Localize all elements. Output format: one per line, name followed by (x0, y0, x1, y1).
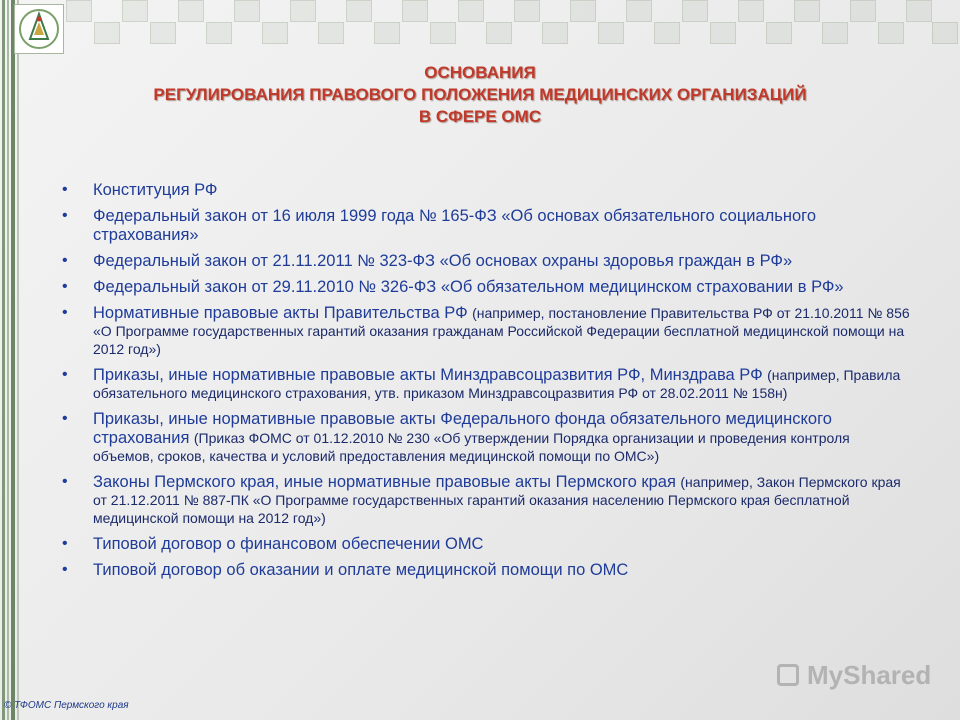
item-main-text: Типовой договор о финансовом обеспечении ОМС (93, 535, 484, 553)
item-note-text: (Приказ ФОМС от 01.12.2010 № 230 «Об утверждении Порядка организации и проведения контроля объемов, сроков, качества и условий предоставления медицинской помощи по ОМС») (93, 430, 850, 464)
bullet: • (62, 181, 68, 198)
list-item (60, 304, 910, 359)
list-item (60, 278, 910, 297)
bullet: • (62, 304, 68, 321)
watermark (777, 660, 932, 694)
header-pattern (66, 0, 960, 56)
list-item (60, 535, 910, 554)
bullet: • (62, 278, 68, 295)
title-line-2: РЕГУЛИРОВАНИЯ ПРАВОВОГО ПОЛОЖЕНИЯ МЕДИЦИНСКИХ ОРГАНИЗАЦИЙ (153, 85, 807, 104)
bullet: • (62, 252, 68, 269)
title-line-3: В СФЕРЕ ОМС (418, 107, 542, 126)
watermark-text: MyShared (807, 660, 932, 690)
item-main-text: Приказы, иные нормативные правовые акты Федерального фонда обязательного медицинского страхования (93, 410, 832, 447)
item-note-text: (например, Правила обязательного медицинского страхования, утв. приказом Минздравсоцразвития РФ от 28.02.2011 № 158н) (93, 367, 901, 401)
item-note-text: (например, постановление Правительства РФ от 21.10.2011 № 856 «О Программе государственных гарантий оказания гражданам Российской Федерации бесплатной медицинской помощи на 2012 год») (93, 305, 910, 357)
item-main-text: Федеральный закон от 29.11.2010 № 326-ФЗ «Об обязательном медицинском страховании в РФ» (93, 278, 844, 296)
list-item (60, 410, 910, 466)
list-item (60, 207, 910, 245)
bullet: • (62, 207, 68, 224)
item-main-text: Конституция РФ (93, 181, 218, 199)
list-item (60, 473, 910, 528)
bullet: • (62, 535, 68, 552)
list-item (60, 252, 910, 271)
watermark-icon (777, 664, 799, 686)
item-main-text: Приказы, иные нормативные правовые акты Минздравсоцразвития РФ, Минздрава РФ (93, 366, 763, 384)
organization-logo (14, 4, 64, 54)
item-main-text: Законы Пермского края, иные нормативные правовые акты Пермского края (93, 473, 676, 491)
bullet: • (62, 561, 68, 578)
bullet: • (62, 366, 68, 383)
bullet: • (62, 473, 68, 490)
item-main-text: Федеральный закон от 21.11.2011 № 323-ФЗ «Об основах охраны здоровья граждан в РФ» (93, 252, 793, 270)
list-item (60, 561, 910, 580)
bullet: • (62, 410, 68, 427)
legal-basis-list (60, 181, 910, 587)
item-note-text: (например, Закон Пермского края от 21.12.2011 № 887-ПК «О Программе государственных гарантий оказания населению Пермского края бесплатной медицинской помощи на 2012 год») (93, 474, 901, 526)
item-main-text: Нормативные правовые акты Правительства РФ (93, 304, 468, 322)
emblem-icon (15, 5, 63, 53)
item-main-text: Федеральный закон от 16 июля 1999 года № 165-ФЗ «Об основах обязательного социального страхования» (93, 207, 817, 244)
list-item (60, 366, 910, 403)
decorative-stripes (0, 0, 22, 720)
list-item (60, 181, 910, 200)
item-main-text: Типовой договор об оказании и оплате медицинской помощи по ОМС (93, 561, 629, 579)
title-line-1: ОСНОВАНИЯ (424, 63, 536, 82)
footer-copyright: © ТФОМС Пермского края (4, 700, 129, 711)
page-title (30, 62, 930, 128)
